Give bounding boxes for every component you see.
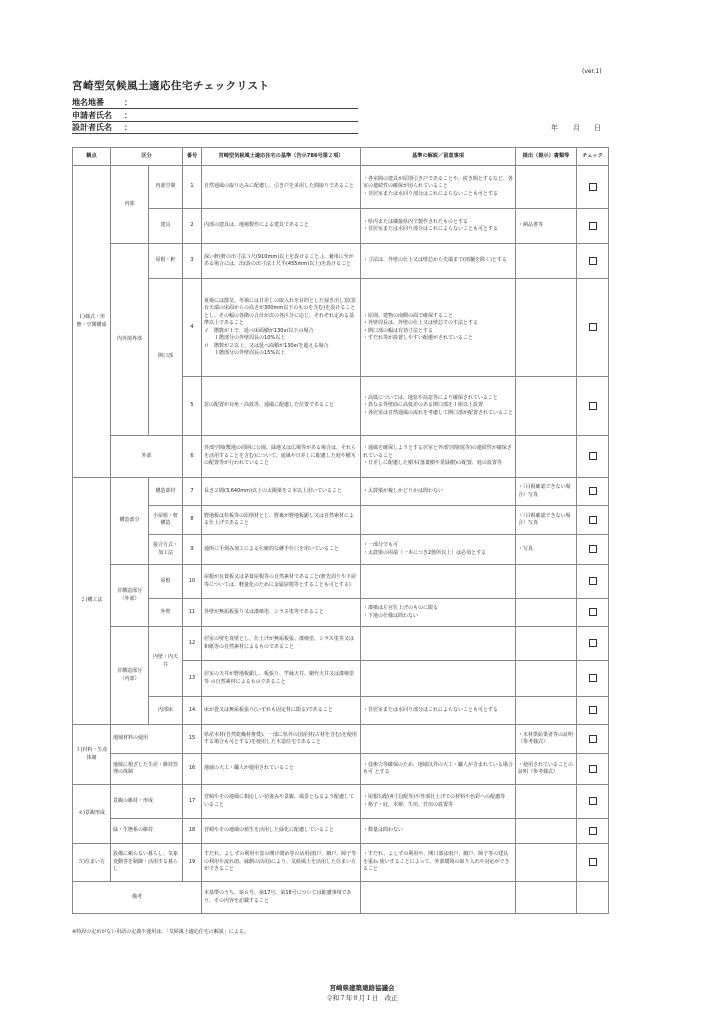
field-applicant-colon: ： [124,111,132,120]
subgroup-struct-member: 構造部材 [149,478,183,506]
field-designer [72,122,358,134]
check-cell [577,785,609,819]
row-number: 3 [183,244,202,279]
checkbox[interactable] [589,577,597,585]
row-explanation: ・寸法は、外壁の仕上又は壁芯から先端まで(雨樋を除く)とする [361,244,516,279]
row-documents [516,565,577,599]
table-row [73,785,609,819]
check-cell [577,754,609,785]
check-cell [577,535,609,565]
group-exterior-relation: 内外境界部 [111,244,149,436]
table-header-row [73,148,609,166]
row-standard: 野地板は杉板等の原倒材とし、野裏が野地板顕し又は自然素材による仕上げであること [202,506,361,535]
table-row [73,166,609,209]
checkbox[interactable] [589,183,597,191]
row-standard: 屋根が瓦葺板又は茅葺屋根等の自然素材であること(軒先周りや下屋等については、軽量化のために金属屋根等とすることも可とする) [202,565,361,599]
row-number: 1 [183,166,202,209]
row-documents [516,627,577,661]
row-standard: 長さ２間(3,640mm)以上の太陽梁を２本以上用いていること [202,478,361,506]
row-explanation: ・漆喰は左官仕上げのものに限る ・下地の仕様は問わない [361,599,516,627]
checkbox[interactable] [589,735,597,743]
row-documents: ・（目視確認できない場合）写真 [516,506,577,535]
check-cell [577,244,609,279]
table-row [73,436,609,478]
row-explanation [361,506,516,535]
row-number: 18 [183,819,202,844]
table-row [73,279,609,377]
group-interior: 内部 [111,166,149,244]
check-cell [577,819,609,844]
field-applicant-label: 申請者氏名 [72,111,112,120]
row-number: 11 [183,599,202,627]
checkbox[interactable] [589,706,597,714]
remarks-explanation[interactable] [361,882,516,914]
checkbox[interactable] [589,257,597,265]
checklist-table [72,147,609,914]
table-row [73,754,609,785]
row-explanation [361,627,516,661]
check-cell [577,661,609,697]
check-cell [577,377,609,436]
row-number: 14 [183,697,202,725]
check-cell [577,725,609,754]
row-explanation: ・高低については、地窓や高窓等により確保されていること ・異なる外壁面に高低差のある開口部を１組以上設置 ・各居室は自然通風の流れを考慮して開口部が配置されていること [361,377,516,436]
row-number: 10 [183,565,202,599]
checkbox[interactable] [589,545,597,553]
subgroup-inner-floor: 内部床 [149,697,183,725]
table-row [73,565,609,599]
header-check: チェック [577,148,609,166]
table-row [73,535,609,565]
footnote: ※特段の定めがない用語の定義や運用は、「気候風土適応住宅の解説」による。 [72,929,249,935]
group-nonstruct-int: 非構造部分（内部） [111,627,149,725]
row-standard: 外部空間(敷地の周囲に公園、緑地又は広場等がある場合は、それらを活用することを含む)について、通風や日差しに配慮した庭や樹木の配置等が行われていること [202,436,361,478]
remarks-row [73,882,609,914]
field-designer-colon: ： [124,123,132,132]
row-number: 12 [183,627,202,661]
subgroup-eaves: 屋根・軒 [149,244,183,279]
table-row [73,844,609,882]
row-number: 9 [183,535,202,565]
subgroup-greenery: 緑・生態系の維持 [111,819,183,844]
remarks-documents[interactable] [516,882,577,914]
field-applicant [72,110,358,122]
row-number: 16 [183,754,202,785]
subgroup-inner-wall: 内壁・内天井 [149,627,183,697]
table-row [73,725,609,754]
row-standard: すだれ、よしずの利用や窓の開け閉め等の活用(雨戸、網戸、障子等の利用や流れ雨、縁側の活用)により、気候風土を活用した住まい方ができること [202,844,361,882]
version-label: (ver.1) [582,68,602,75]
subgroup-openings: 開口部 [149,279,183,436]
row-documents: ・写真 [516,535,577,565]
check-cell [577,506,609,535]
row-explanation: ・一部分でも可 ・太鼓梁の両端（一本につき2箇所以上）は必須とする [361,535,516,565]
check-cell [577,627,609,661]
table-row [73,478,609,506]
table-row [73,599,609,627]
group-structure: 構造部分 [111,478,149,565]
group-construction: ２)構工法 [73,478,111,725]
row-standard: 深い軒(軒の出寸法３尺(910mm)以上を設けること。)。兼用に至がある場合には、出(設の出寸法１尺半(455mm)以上)を設けること [202,244,361,279]
row-documents [516,697,577,725]
subgroup-interior-space: 内部空間 [149,166,183,209]
check-cell [577,697,609,725]
checkbox[interactable] [589,452,597,460]
subgroup-small-beam: 小屋組・軒構造 [149,506,183,535]
subgroup-fittings: 建具 [149,209,183,244]
date-month: 月 [573,124,580,132]
field-lot-label: 地名地番 [72,98,104,107]
row-explanation: ・太鼓梁が複しかどりかは問わない [361,478,516,506]
row-standard: 地域の大工・職人が使用されていること [202,754,361,785]
group-style-form: １)様式・形態・空間構成 [73,166,111,478]
row-explanation [361,661,516,697]
row-explanation: ・通風を確保しようとする居室と外部空間(庭等)の連続性が確保されていること ・日差しに配慮した樹木(落葉樹や常緑樹)の配置、庭の設置等 [361,436,516,478]
subgroup-local-material: 地域材料の使用 [111,725,183,754]
row-standard: 県産木材(自然乾燥材推奨)、一部に県外の国産材(古材を含む)を使用する場合も可とする)を使用した木造住宅であること [202,725,361,754]
checkbox[interactable] [589,608,597,616]
row-standard: 窓の配置が対角・高低等、通風に配慮した位置であること [202,377,361,436]
checkbox[interactable] [589,858,597,866]
checkbox[interactable] [589,516,597,524]
row-explanation [361,725,516,754]
row-number: 4 [183,279,202,377]
check-cell [577,166,609,209]
row-documents [516,599,577,627]
remarks-label: 備考 [73,882,202,914]
row-standard: 床が畳又は無垢板張り(いずれも固定材に限る)であること [202,697,361,725]
checkbox[interactable] [589,402,597,410]
row-documents [516,166,577,209]
row-standard: 夏場には散気、冬場には日差しの取入れを目的とした掃き出し窓(窓台天端の床面からの高さが300mm以下のものを含む)を設けることとし、その幅の各階の合計が次の各区分に応じ、それぞれ定める基準以上であること イ 階数が１で、延べ床面積が130㎡以下の場合 １階部分の外壁周長の10%以上 ロ 階数が２以上、又は延べ面積が130㎡を超える場合 １階部分の外壁周長の15%以上 [202,279,361,377]
row-explanation [361,565,516,599]
table-row [73,506,609,535]
checkbox[interactable] [589,827,597,835]
row-explanation: ・非居室または水回り部分はこれによらないことも可とする [361,697,516,725]
subgroup-joinery: 接合方式・加工法 [149,535,183,565]
check-cell [577,209,609,244]
check-cell [577,844,609,882]
row-number: 5 [183,377,202,436]
row-standard: 外壁が無垢板張り又は漆喰塗、シラス塗等であること [202,599,361,627]
row-number: 13 [183,661,202,697]
header-viewpoint: 観点 [73,148,111,166]
row-explanation: ・数量は問わない [361,819,516,844]
footer-revised: 令和７年８月１日 改正 [326,994,398,1002]
header-number: 番号 [183,148,202,166]
row-documents: ・木材供給業者等の証明（参考様式） [516,725,577,754]
group-nonstruct-ext: 非構造部分（外部） [111,565,149,627]
field-designer-label: 設計者氏名 [72,123,112,132]
checkbox[interactable] [589,323,597,331]
checkbox[interactable] [589,674,597,682]
group-exterior: 外部 [111,436,183,478]
row-number: 6 [183,436,202,478]
row-documents: ・使用されていることの証明（参考様式） [516,754,577,785]
checkbox[interactable] [589,222,597,230]
row-documents [516,785,577,819]
subgroup-local-system: 地域に根ざした生産・維持管理の体制 [111,754,183,785]
table-row [73,627,609,661]
check-cell [577,279,609,377]
remarks-check[interactable] [577,882,609,914]
row-standard: 通所に手刻み加工による伝統的な継手仕口を用いていること [202,535,361,565]
subgroup-streetscape: 景観の維持・形成 [111,785,183,819]
row-number: 2 [183,209,202,244]
row-standard: 宮崎やその地域に相応しい切妻みや景観、風景となるよう配慮していること [202,785,361,819]
group-landscape: ４)景観形成 [73,785,111,844]
row-number: 8 [183,506,202,535]
row-number: 19 [183,844,202,882]
group-material: ３)材料・生産体制 [73,725,111,785]
row-documents: ・（目視確認できない場合）写真 [516,478,577,506]
row-explanation: ・技術力等確保のため、地域以外の大工・職人が含まれている場合も可 とする [361,754,516,785]
checkbox[interactable] [589,765,597,773]
subgroup-roof: 屋根 [149,565,183,599]
page-title: 宮崎型気候風土適応住宅チェックリスト [72,80,270,92]
row-documents [516,844,577,882]
row-documents: ・納品書等 [516,209,577,244]
row-documents [516,244,577,279]
row-number: 15 [183,725,202,754]
group-lifestyle: ５)住まい方 [73,844,111,882]
subgroup-outer-wall: 外壁 [149,599,183,627]
header-documents: 提出（提示）書類等 [516,148,577,166]
row-standard: 内部の建具は、地場製作による建具であること [202,209,361,244]
header-category: 区分 [111,148,183,166]
header-standard: 宮崎型気候風土適応住宅の基準（告示786号第２項） [202,148,361,166]
row-number: 7 [183,478,202,506]
checkbox[interactable] [589,797,597,805]
footer-org: 宮崎県建築連絡協議会 [329,984,395,992]
row-standard: 自然通風の取り込みに配慮し、引き戸を多用した間取りであること [202,166,361,209]
row-explanation: ・屋根勾配(4寸勾配等)や外部仕上げでの材料や色彩への配慮等 ・格子・庇、木塀、生垣、竹垣の設置等 [361,785,516,819]
row-explanation: ・すだれ、よしずの利用や、開口部は雨戸、網戸、障子等の建具を重ね 使いすることによって、外部環境の取り入れや対応ができること [361,844,516,882]
row-documents [516,661,577,697]
row-standard: 宮崎やその地域の植生を活用した緑化に配慮していること [202,819,361,844]
row-documents [516,279,577,377]
row-documents [516,377,577,436]
row-standard: 居室の壁を真壁とし、仕上げが無垢板張、漆喰塗、シラス塗等又は和紙等の自然素材によるものであること [202,627,361,661]
row-standard: 居室の天井が野地板顕し、板張り、竿縁天井、網代天井又は漆喰塗等 の自然素材によるものであること [202,661,361,697]
subgroup-lifestyle: 設備に頼らない暮らし、気象変動等を制御・活用する暮らし [111,844,183,882]
row-documents [516,436,577,478]
checkbox[interactable] [589,487,597,495]
table-row [73,697,609,725]
check-cell [577,436,609,478]
row-number: 17 [183,785,202,819]
header-explanation: 基準の解説／留意事項 [361,148,516,166]
row-documents [516,819,577,844]
checkbox[interactable] [589,639,597,647]
table-row [73,209,609,244]
check-cell [577,599,609,627]
date-day: 日 [594,124,601,132]
row-explanation: ・各室間の建具が原則引き戸であることや、続き間とするなど、各室の連続性の確保が図られていること ・非居室または水回り部分はこれによらないことも可とする [361,166,516,209]
remarks-text: 本基準のうち、第６号、第17号、第18号については配慮事項であり、その内容を記載すること [202,882,361,914]
field-lot [72,97,358,109]
check-cell [577,565,609,599]
row-explanation: ・県内または隣接県内で製作されたものとする ・非居室または水回り部分はこれによらないことも可とする [361,209,516,244]
table-row [73,819,609,844]
table-row [73,244,609,279]
check-cell [577,478,609,506]
date-year: 年 [551,124,558,132]
row-explanation: ・原則、建物の南側の面で確保すること ・外壁周長は、外壁の仕上又は壁芯でのす法とする ・開口部の幅は有効寸法とする ・すだれ等が設置しやすい配慮がされていること [361,279,516,377]
field-lot-colon: ： [124,98,132,107]
